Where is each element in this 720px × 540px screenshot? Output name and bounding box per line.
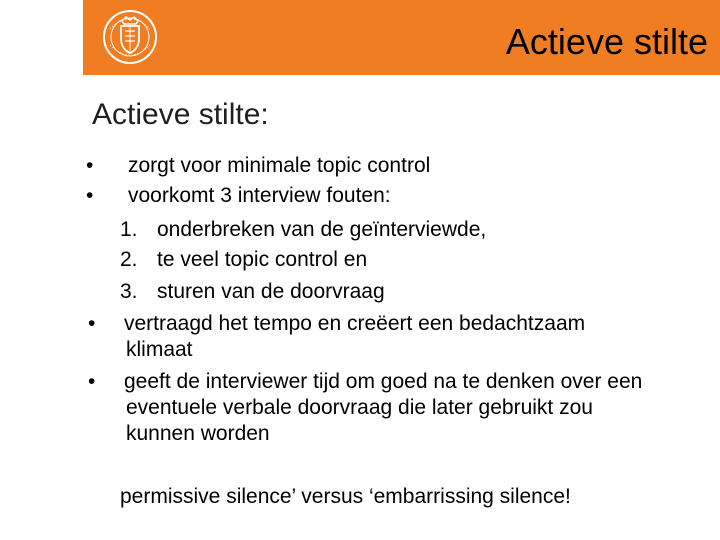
bullet-text: voorkomt 3 interview fouten: (128, 184, 391, 207)
bullet-text: kunnen worden (126, 422, 270, 445)
list-number: 1. (120, 218, 138, 241)
list-item: te veel topic control en (157, 248, 368, 271)
bullet-text: klimaat (126, 338, 193, 361)
bullet-marker: • (86, 184, 94, 207)
list-number: 2. (120, 248, 138, 271)
bullet-marker: • (88, 312, 96, 335)
list-item: onderbreken van de geïnterviewde, (157, 218, 487, 241)
bullet-marker: • (88, 370, 96, 393)
list-item: sturen van de doorvraag (157, 280, 385, 303)
slide-title: Actieve stilte (505, 21, 708, 62)
slide-heading: Actieve stilte: (92, 98, 269, 131)
bullet-text: eventuele verbale doorvraag die later gebruikt zou (126, 396, 593, 419)
footer-note: permissive silence’ versus ‘embarrissing silence! (120, 485, 571, 508)
bullet-marker: • (86, 154, 94, 177)
header-banner (83, 0, 720, 75)
bullet-text: geeft de interviewer tijd om goed na te denken over een (124, 370, 643, 393)
bullet-text: vertraagd het tempo en creëert een bedachtzaam (124, 312, 586, 335)
bullet-text: zorgt voor minimale topic control (128, 154, 431, 177)
university-seal-logo-icon (90, 5, 170, 68)
list-number: 3. (120, 280, 138, 303)
